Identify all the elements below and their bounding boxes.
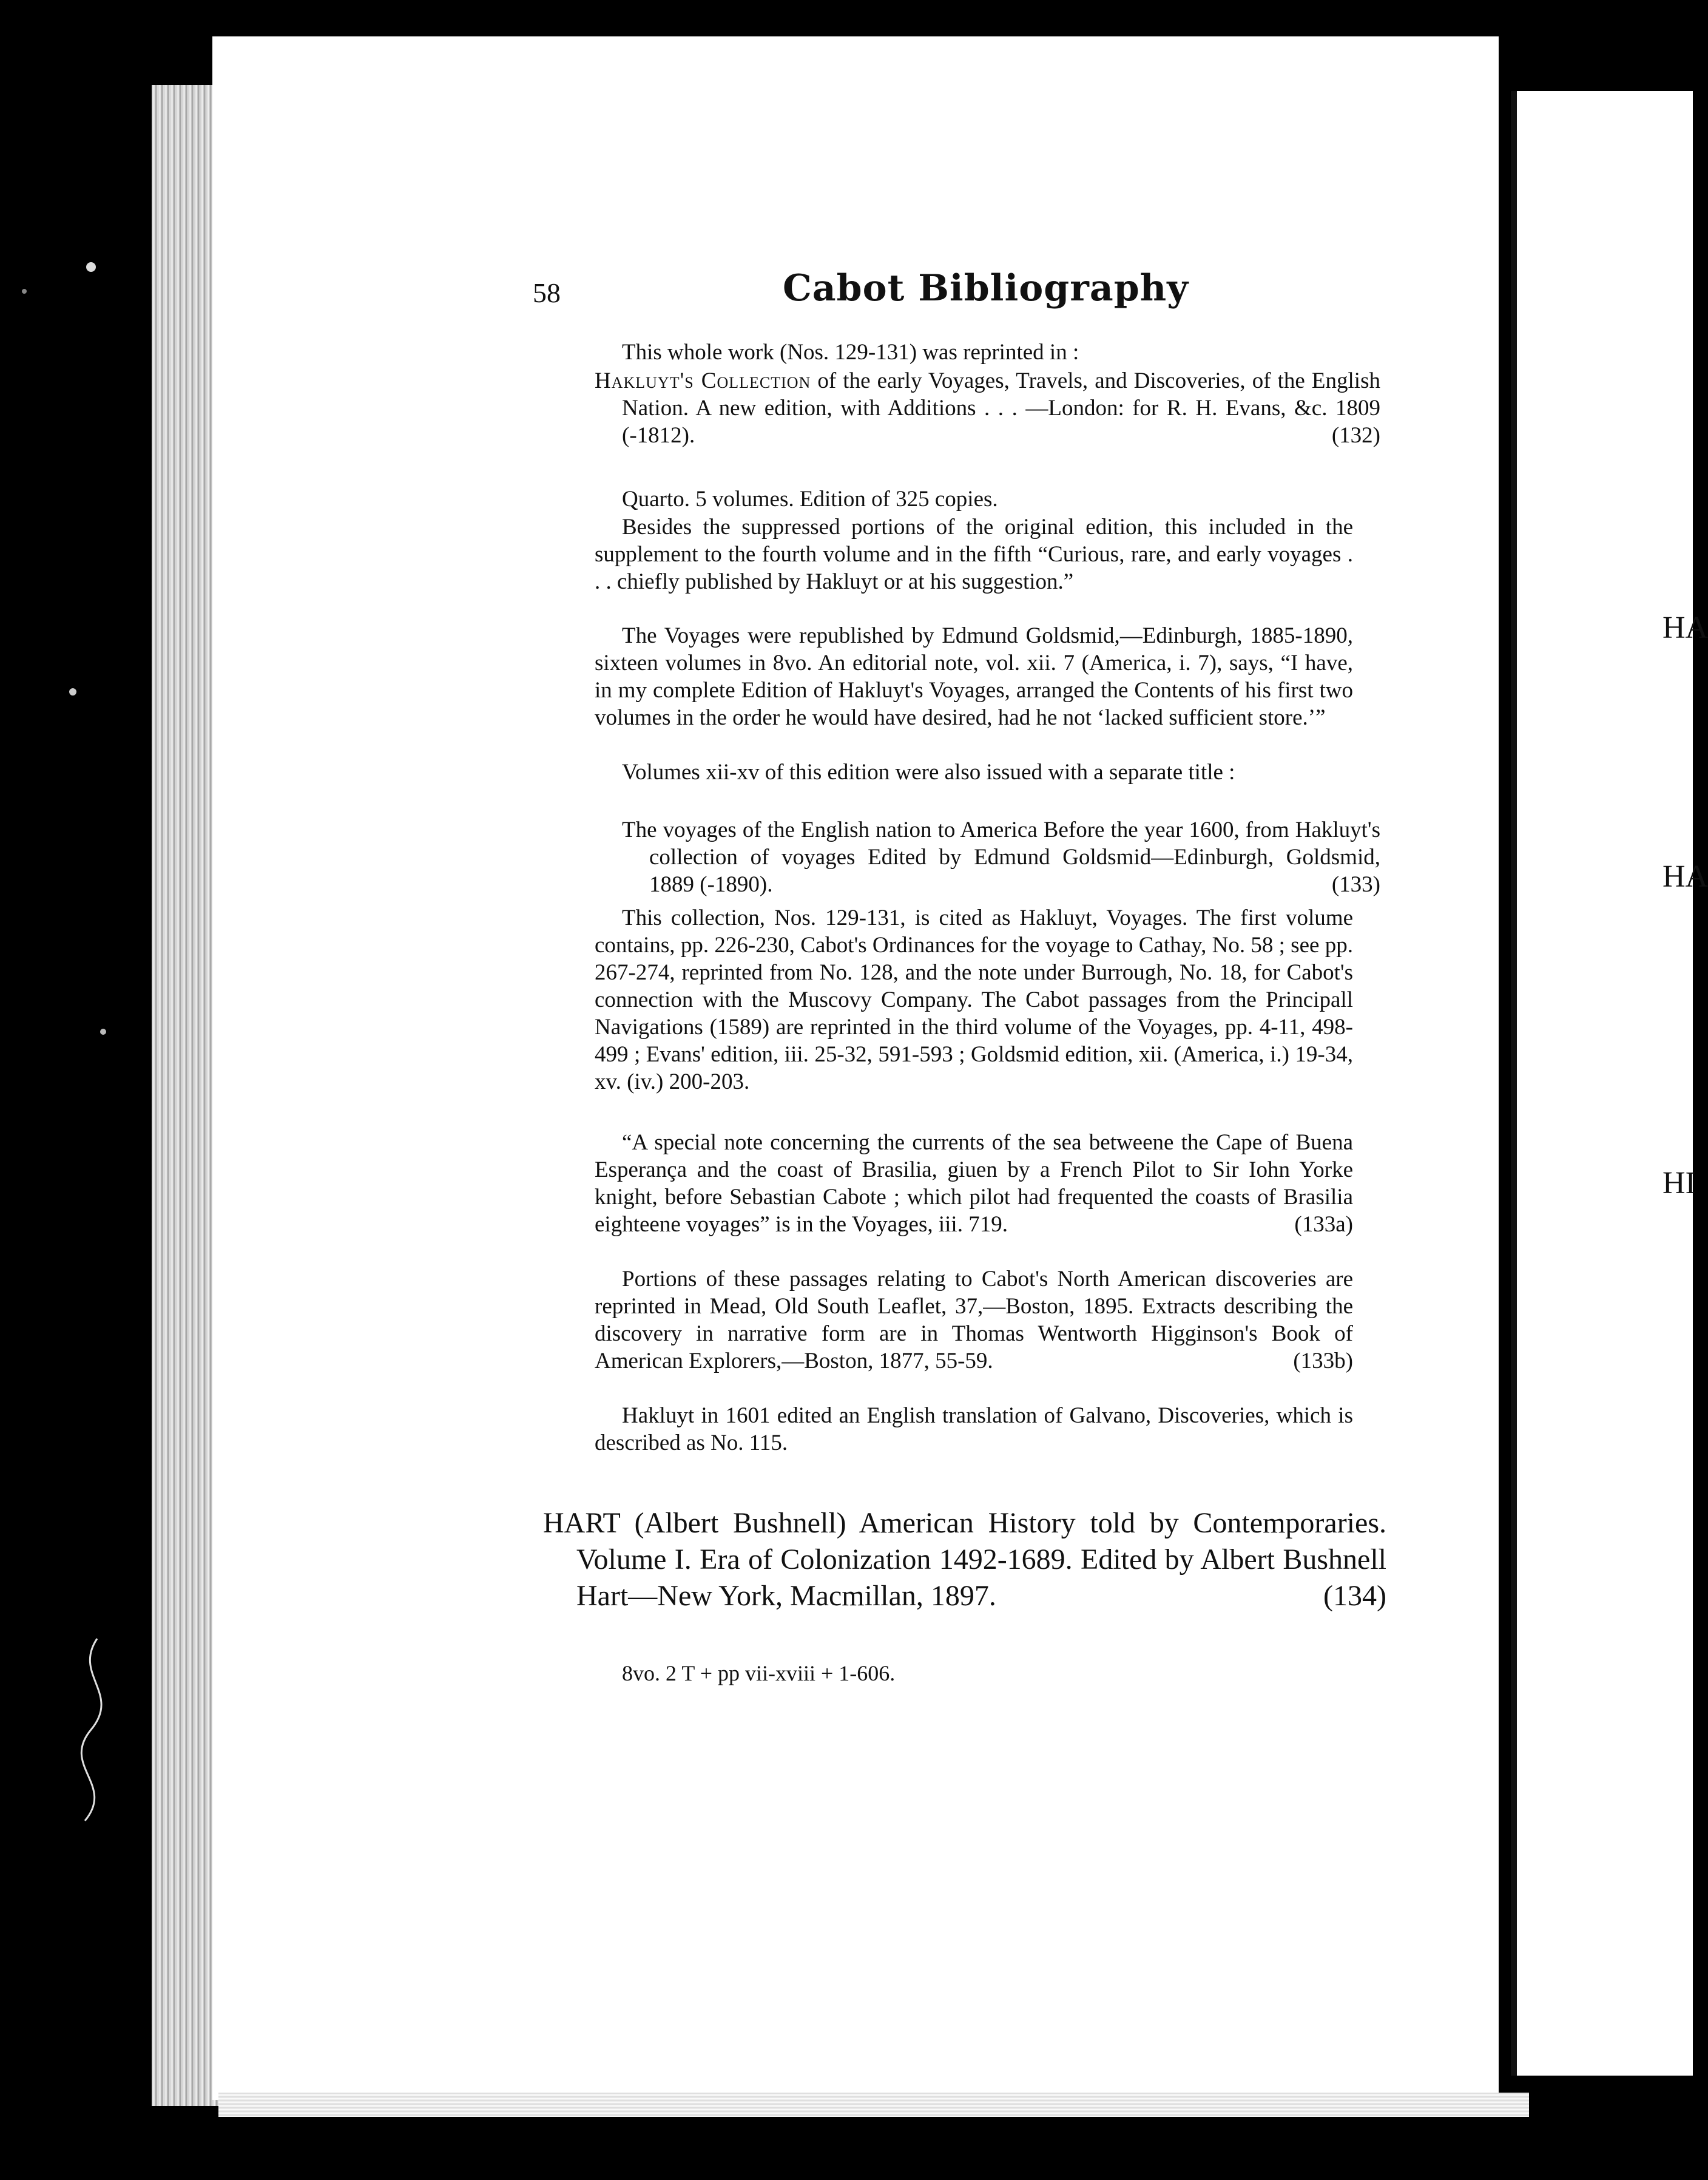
entry-reference-number: (132) <box>1331 423 1380 448</box>
entry-reference-number: (133b) <box>1293 1349 1353 1373</box>
facing-page <box>1511 91 1708 2076</box>
entry-author: Hakluyt's Collection <box>595 368 811 393</box>
bibliographic-entry <box>595 367 1380 449</box>
facing-page-fragment: HI <box>1662 1166 1696 1200</box>
entry-title: of the early Voyages, Travels, and Discoveries, of the English Nation. A new edition, with Additions . . . —London: for R. H. Evans, &c. 1809 (-1812). <box>622 368 1380 448</box>
entry-title: The voyages of the English nation to America Before the year 1600, from Hakluyt's collection of voyages Edited by Edmund Goldsmid—Edinburgh, Goldsmid, 1889 (-1890). <box>622 818 1380 897</box>
entry-reference-number: (133a) <box>1294 1212 1353 1237</box>
bibliographic-entry <box>595 816 1380 898</box>
paragraph: The Voyages were republished by Edmund Goldsmid,—Edinburgh, 1885-1890, sixteen volumes in 8vo. An editorial note, vol. xii. 7 (America, i. 7), says, “I have, in my complete Edition of Hakluyt's Voyages, arranged the Contents of his first two volumes in the order he would have desired, had he not ‘lacked sufficient store.’” <box>595 623 1353 730</box>
paragraph: Quarto. 5 volumes. Edition of 325 copies. <box>622 487 998 512</box>
paragraph-text: Portions of these passages relating to Cabot's North American discoveries are reprinted in Mead, Old South Leaflet, 37,—Boston, 1895. Extracts describing the discovery in narrative form are in Thomas Wentworth Higginson's Book of American Explorers,—Boston, 1877, 55-59. <box>595 1267 1353 1373</box>
paragraph: Besides the suppressed portions of the original edition, this included in the supplement to the fourth volume and in the fifth “Curious, rare, and early voyages . . . chiefly published by Hakluyt or at his suggestion.” <box>595 515 1353 594</box>
paragraph: This collection, Nos. 129-131, is cited as Hakluyt, Voyages. The first volume contains, pp. 226-230, Cabot's Ordinances for the voyage to Cathay, No. 58 ; see pp. 267-274, reprinted from No. 128, and the note under Burrough, No. 18, for Cabot's connection with the Muscovy Company. The Cabot passages from the Principall Navigations (1589) are reprinted in the third volume of the Voyages, pp. 4-11, 498-499 ; Evans' edition, iii. 25-32, 591-593 ; Goldsmid edition, xii. (America, i.) 19-34, xv. (iv.) 200-203. <box>595 906 1353 1094</box>
entry-reference-number: (133) <box>1331 872 1380 897</box>
facing-page-fragment: HA <box>1662 611 1708 645</box>
paragraph: Hakluyt in 1601 edited an English translation of Galvano, Discoveries, which is described as No. 115. <box>595 1403 1353 1455</box>
page-number: 58 <box>533 277 561 308</box>
loose-thread <box>61 1639 133 1821</box>
hart-entry <box>543 1505 1386 1614</box>
scan-background-specks <box>0 0 152 2180</box>
paragraph: This whole work (Nos. 129-131) was reprinted in : <box>622 340 1079 365</box>
entry-text: HART (Albert Bushnell) American History told by Contemporaries. Volume I. Era of Colonization 1492-1689. Edited by Albert Bushnell Hart—New York, Macmillan, 1897. <box>543 1507 1386 1612</box>
entry-reference-number: (134) <box>1323 1580 1386 1612</box>
collation-note: 8vo. 2 T + pp vii-xviii + 1-606. <box>622 1661 896 1685</box>
running-head: Cabot Bibliography <box>783 267 1189 310</box>
quotation: “A special note concerning the currents of the sea betweene the Cape of Buena Esperança and the coast of Brasilia, giuen by a French Pilot to Sir Iohn Yorke knight, before Sebastian Cabote ; which pilot had frequented the coasts of Brasilia eighteene voyages” is in the Voyages, iii. 719. <box>595 1130 1353 1237</box>
paragraph <box>595 1129 1353 1238</box>
paragraph <box>595 1265 1353 1375</box>
page-bottom-edge <box>218 2093 1529 2117</box>
paragraph: Volumes xii-xv of this edition were also issued with a separate title : <box>622 760 1235 785</box>
facing-page-fragment: HA <box>1662 859 1708 894</box>
